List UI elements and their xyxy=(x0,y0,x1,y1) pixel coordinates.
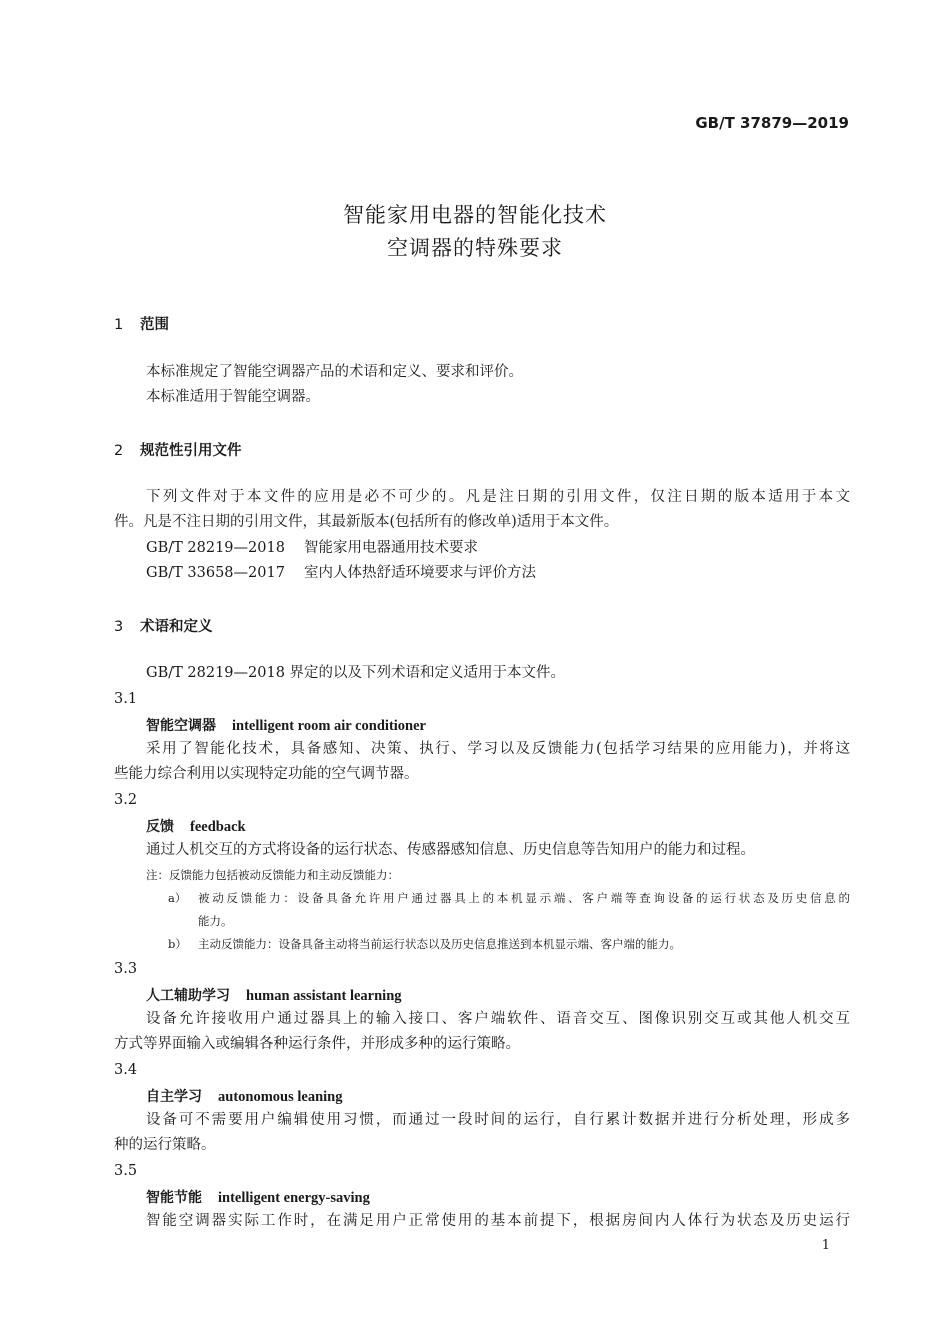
clause-number: 3.4 xyxy=(114,1062,138,1078)
standard-number: GB/T 37879—2019 xyxy=(695,114,849,132)
note-item-label: b） xyxy=(168,937,187,951)
note-item-label: a） xyxy=(168,891,187,905)
term-chinese: 人工辅助学习 xyxy=(146,988,230,1004)
definition: 设备可不需要用户编辑使用习惯，而通过一段时间的运行，自行累计数据并进行分析处理，形成多 xyxy=(146,1112,850,1128)
term-english: autonomous leaning xyxy=(218,1089,343,1105)
term-english: human assistant learning xyxy=(246,988,402,1004)
paragraph: GB/T 28219—2018 界定的以及下列术语和定义适用于本文件。 xyxy=(146,665,566,681)
paragraph: 下列文件对于本文件的应用是必不可少的。凡是注日期的引用文件，仅注日期的版本适用于本文 xyxy=(146,489,850,505)
document-title-line1: 智能家用电器的智能化技术 xyxy=(343,203,607,227)
term-chinese: 自主学习 xyxy=(146,1089,202,1105)
term-english: intelligent energy-saving xyxy=(218,1190,370,1206)
section-title: 范围 xyxy=(140,317,169,333)
paragraph: 本标准适用于智能空调器。 xyxy=(146,389,320,405)
section-1-heading xyxy=(114,313,169,334)
section-number: 3 xyxy=(114,619,124,635)
note-item: 能力。 xyxy=(198,914,233,928)
section-title: 规范性引用文件 xyxy=(140,443,242,459)
clause-number: 3.1 xyxy=(114,691,138,707)
normative-reference xyxy=(146,539,478,557)
document-title-line2: 空调器的特殊要求 xyxy=(387,236,563,260)
section-title: 术语和定义 xyxy=(140,619,213,635)
page-number: 1 xyxy=(821,1238,830,1253)
note-item: 被动反馈能力：设备具备允许用户通过器具上的本机显示端、客户端等查询设备的运行状态及历史信息的 xyxy=(198,891,850,905)
reference-title: 室内人体热舒适环境要求与评价方法 xyxy=(304,565,536,581)
normative-reference xyxy=(146,564,536,582)
reference-title: 智能家用电器通用技术要求 xyxy=(304,540,478,556)
term-entry xyxy=(146,1187,370,1207)
term-entry xyxy=(146,985,402,1005)
note: 注：反馈能力包括被动反馈能力和主动反馈能力： xyxy=(146,868,399,882)
section-number: 1 xyxy=(114,317,124,333)
term-chinese: 智能节能 xyxy=(146,1190,202,1206)
term-entry xyxy=(146,816,246,836)
definition: 种的运行策略。 xyxy=(114,1137,216,1153)
note-item: 主动反馈能力：设备具备主动将当前运行状态以及历史信息推送到本机显示端、客户端的能力。 xyxy=(198,937,681,951)
term-english: feedback xyxy=(190,819,246,835)
definition: 些能力综合利用以实现特定功能的空气调节器。 xyxy=(114,766,419,782)
term-english: intelligent room air conditioner xyxy=(232,718,426,734)
definition: 智能空调器实际工作时，在满足用户正常使用的基本前提下，根据房间内人体行为状态及历史运行 xyxy=(146,1213,850,1229)
clause-number: 3.3 xyxy=(114,961,138,977)
term-chinese: 反馈 xyxy=(146,819,174,835)
clause-number: 3.2 xyxy=(114,792,138,808)
paragraph: 本标准规定了智能空调器产品的术语和定义、要求和评价。 xyxy=(146,364,523,380)
definition: 设备允许接收用户通过器具上的输入接口、客户端软件、语音交互、图像识别交互或其他人机交互 xyxy=(146,1011,850,1027)
reference-code: GB/T 28219—2018 xyxy=(146,540,285,556)
section-2-heading xyxy=(114,439,242,460)
term-entry xyxy=(146,1086,343,1106)
term-entry xyxy=(146,715,426,735)
section-3-heading xyxy=(114,615,213,636)
section-number: 2 xyxy=(114,443,124,459)
definition: 采用了智能化技术，具备感知、决策、执行、学习以及反馈能力(包括学习结果的应用能力)，并将这 xyxy=(146,741,850,757)
term-chinese: 智能空调器 xyxy=(146,718,216,734)
definition: 通过人机交互的方式将设备的运行状态、传感器感知信息、历史信息等告知用户的能力和过程。 xyxy=(146,842,755,858)
clause-number: 3.5 xyxy=(114,1163,138,1179)
definition: 方式等界面输入或编辑各种运行条件，并形成多种的运行策略。 xyxy=(114,1036,520,1052)
reference-code: GB/T 33658—2017 xyxy=(146,565,285,581)
paragraph: 件。凡是不注日期的引用文件，其最新版本(包括所有的修改单)适用于本文件。 xyxy=(114,514,619,530)
